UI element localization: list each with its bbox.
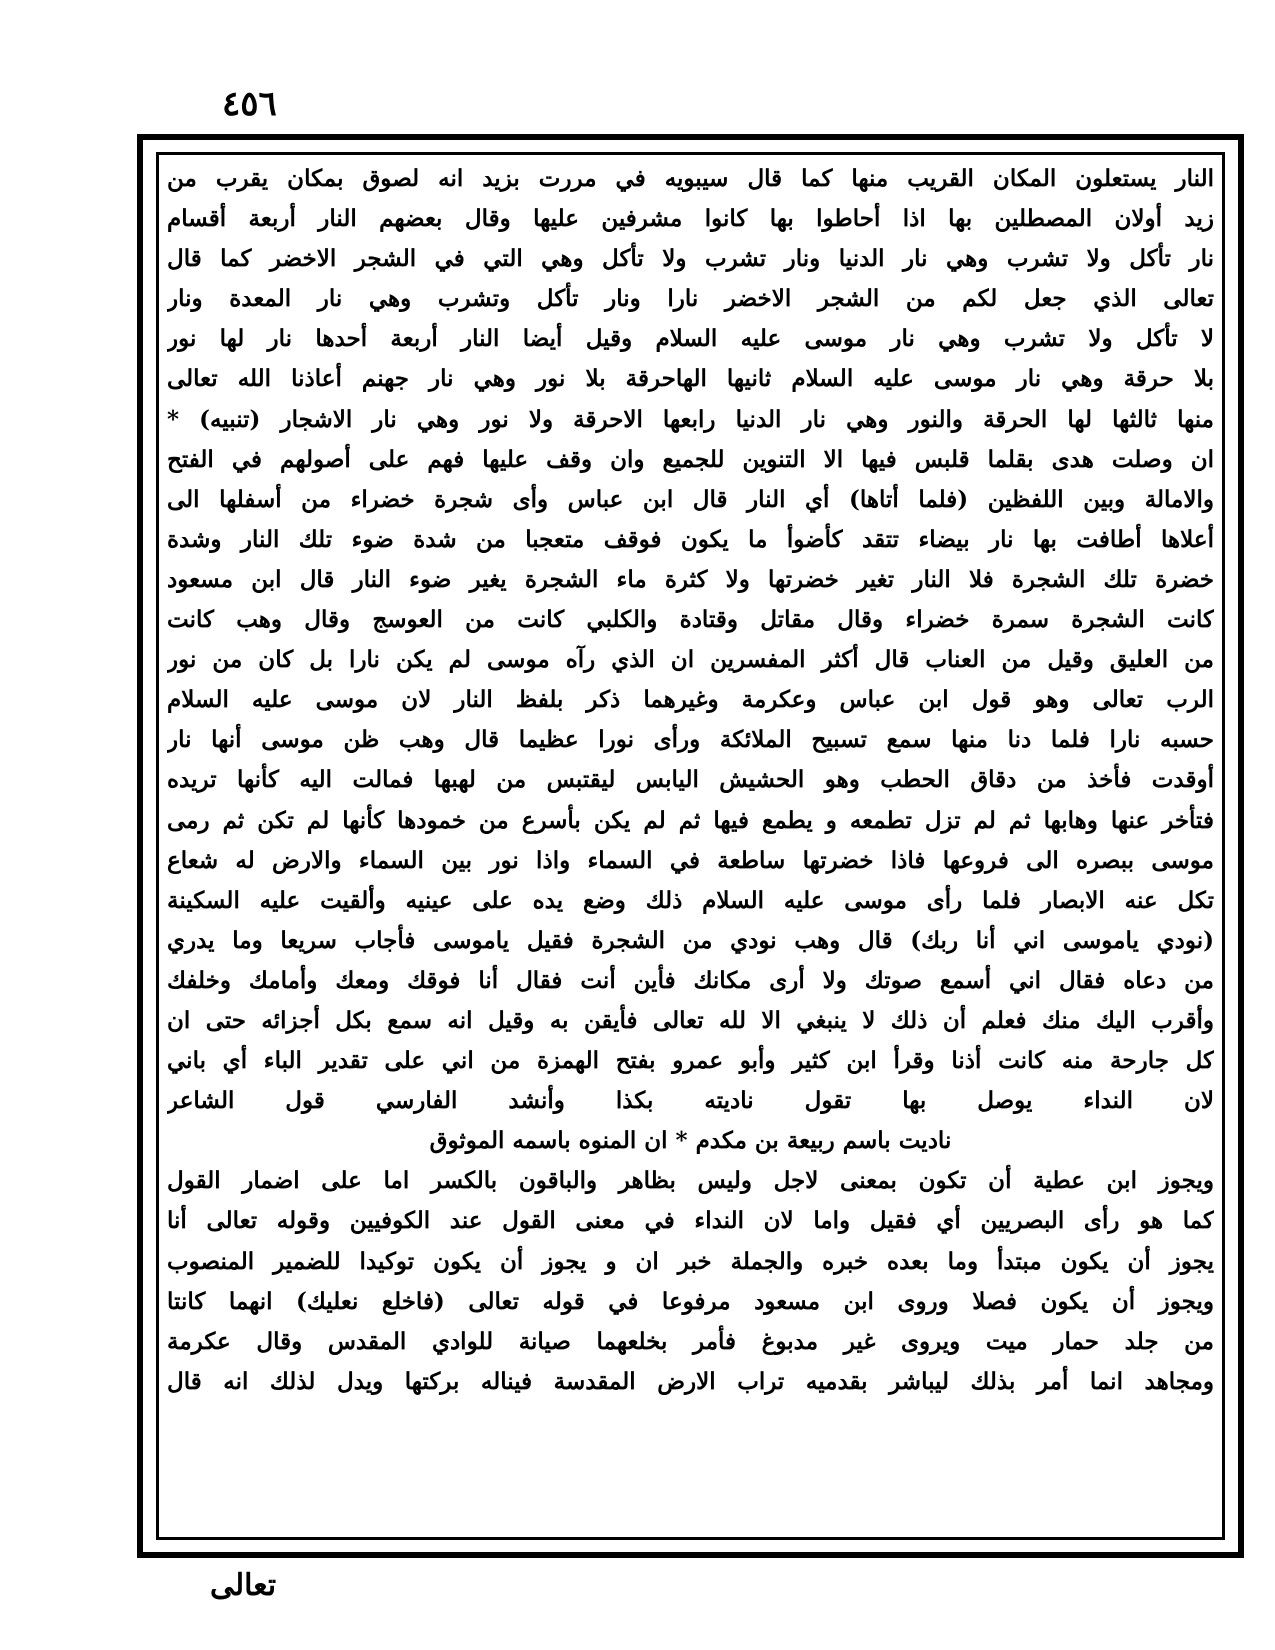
text-line: النار يستعلون المكان القريب منها كما قال سيبويه في مررت بزيد انه لصوق بمكان يقرب من [167, 165, 1214, 192]
text-line: زيد أولان المصطلين بها اذا أحاطوا بها كانوا مشرفين عليها وقال بعضهم النار أربعة أقسام [167, 205, 1214, 233]
text-line: حسبه نارا فلما دنا منها سمع تسبيح الملائكة ورأى نورا عظيما قال وهب ظن موسى أنها نار [167, 726, 1214, 754]
catchword: تعالى [210, 1568, 277, 1603]
text-line: الرب تعالى وهو قول ابن عباس وعكرمة وغيرهما ذكر بلفظ النار لان موسى عليه السلام [167, 686, 1214, 714]
text-line: كل جارحة منه كانت أذنا وقرأ ابن كثير وأبو عمرو بفتح الهمزة من اني على تقدير الباء أي باني [167, 1047, 1214, 1075]
text-line: منها ثالثها لها الحرقة والنور وهي نار الدنيا رابعها الاحرقة ولا نور وهي نار الاشجار (تنبيه) * [167, 405, 1214, 433]
text-line: ومجاهد انما أمر بذلك ليباشر بقدميه تراب الارض المقدسة فيناله بركتها ويدل لذلك انه قال [167, 1367, 1214, 1395]
text-line: يجوز أن يكون مبتدأ وما بعده خبره والجملة خبر ان و يجوز أن يكون توكيدا للضمير المنصوب [167, 1247, 1214, 1275]
poetry-verse: ناديت باسم ربيعة بن مكدم * ان المنوه باسمه الموثوق [429, 1127, 952, 1155]
text-line: كانت الشجرة سمرة خضراء وقال مقاتل وقتادة والكلبي كانت من العوسج وقال وهب كانت [167, 606, 1214, 634]
text-line: بلا حرقة وهي نار موسى عليه السلام ثانيها الهاحرقة بلا نور وهي نار جهنم أعاذنا الله تعالى [167, 365, 1214, 393]
text-line: (نودي ياموسى اني أنا ربك) قال وهب نودي من الشجرة فقيل ياموسى فأجاب سريعا وما يدري [167, 926, 1214, 954]
text-line: من العليق وقيل من العناب قال أكثر المفسرين ان الذي رآه موسى لم يكن نارا بل كان من نور [167, 646, 1214, 674]
text-line: فتأخر عنها وهابها ثم لم تزل تطمعه و يطمع فيها ثم لم يكن بأسرع من خمودها كأنها لم تكن ثم رمى [167, 806, 1214, 834]
text-line: لان النداء يوصل بها تقول ناديته بكذا وأنشد الفارسي قول الشاعر [167, 1087, 1214, 1115]
text-line: تعالى الذي جعل لكم من الشجر الاخضر نارا ونار تأكل وتشرب وهي نار المعدة ونار [167, 285, 1214, 313]
text-line: أعلاها أطافت بها نار بيضاء تتقد كأضوأ ما يكون فوقف متعجبا من شدة ضوء تلك النار وشدة [167, 525, 1214, 553]
text-line: تكل عنه الابصار فلما رأى موسى عليه السلام ذلك وضع يده على عينيه وألقيت عليه السكينة [167, 886, 1214, 914]
text-line: ويجوز ابن عطية أن تكون بمعنى لاجل وليس بظاهر والباقون بالكسر اما على اضمار القول [167, 1167, 1214, 1195]
text-line: لا تأكل ولا تشرب وهي نار موسى عليه السلام وقيل أيضا النار أربعة أحدها نار لها نور [167, 325, 1214, 353]
text-line: خضرة تلك الشجرة فلا النار تغير خضرتها ولا كثرة ماء الشجرة يغير ضوء النار قال ابن مسعود [167, 565, 1214, 593]
text-line: كما هو رأى البصريين أي فقيل واما لان النداء في معنى القول عند الكوفيين وقوله تعالى أنا [167, 1207, 1214, 1235]
text-body [156, 152, 1225, 1540]
text-line: من دعاه فقال اني أسمع صوتك ولا أرى مكانك فأين أنت فقال أنا فوقك ومعك وأمامك وخلفك [167, 966, 1214, 994]
page-number: ٤٥٦ [222, 84, 277, 124]
text-line: نار تأكل ولا تشرب وهي نار الدنيا ونار تشرب ولا تأكل وهي التي في الشجر الاخضر كما قال [167, 245, 1214, 273]
text-line: موسى ببصره الى فروعها فاذا خضرتها ساطعة في السماء واذا نور بين السماء والارض له شعاع [167, 846, 1214, 874]
text-line: والامالة وبين اللفظين (فلما أتاها) أي النار قال ابن عباس وأى شجرة خضراء من أسفلها الى [167, 485, 1214, 513]
text-line: ان وصلت هدى بقلما قلبس فيها الا التنوين للجميع وان وقف عليها فهم على أصولهم في الفتح [167, 445, 1214, 473]
text-line: ويجوز أن يكون فصلا وروى ابن مسعود مرفوعا في قوله تعالى (فاخلع نعليك) انهما كانتا [167, 1287, 1214, 1315]
text-line: أوقدت فأخذ من دقاق الحطب وهو الحشيش اليابس ليقتبس من لهبها فمالت اليه كأنها تريده [167, 766, 1214, 794]
text-line: وأقرب اليك منك فعلم أن ذلك لا ينبغي الا لله تعالى فأيقن به وقيل انه سمع بكل أجزائه حتى ان [167, 1006, 1214, 1034]
text-line: من جلد حمار ميت ويروى غير مدبوغ فأمر بخلعهما صيانة للوادي المقدس وقال عكرمة [167, 1327, 1214, 1355]
page-frame [137, 134, 1244, 1558]
